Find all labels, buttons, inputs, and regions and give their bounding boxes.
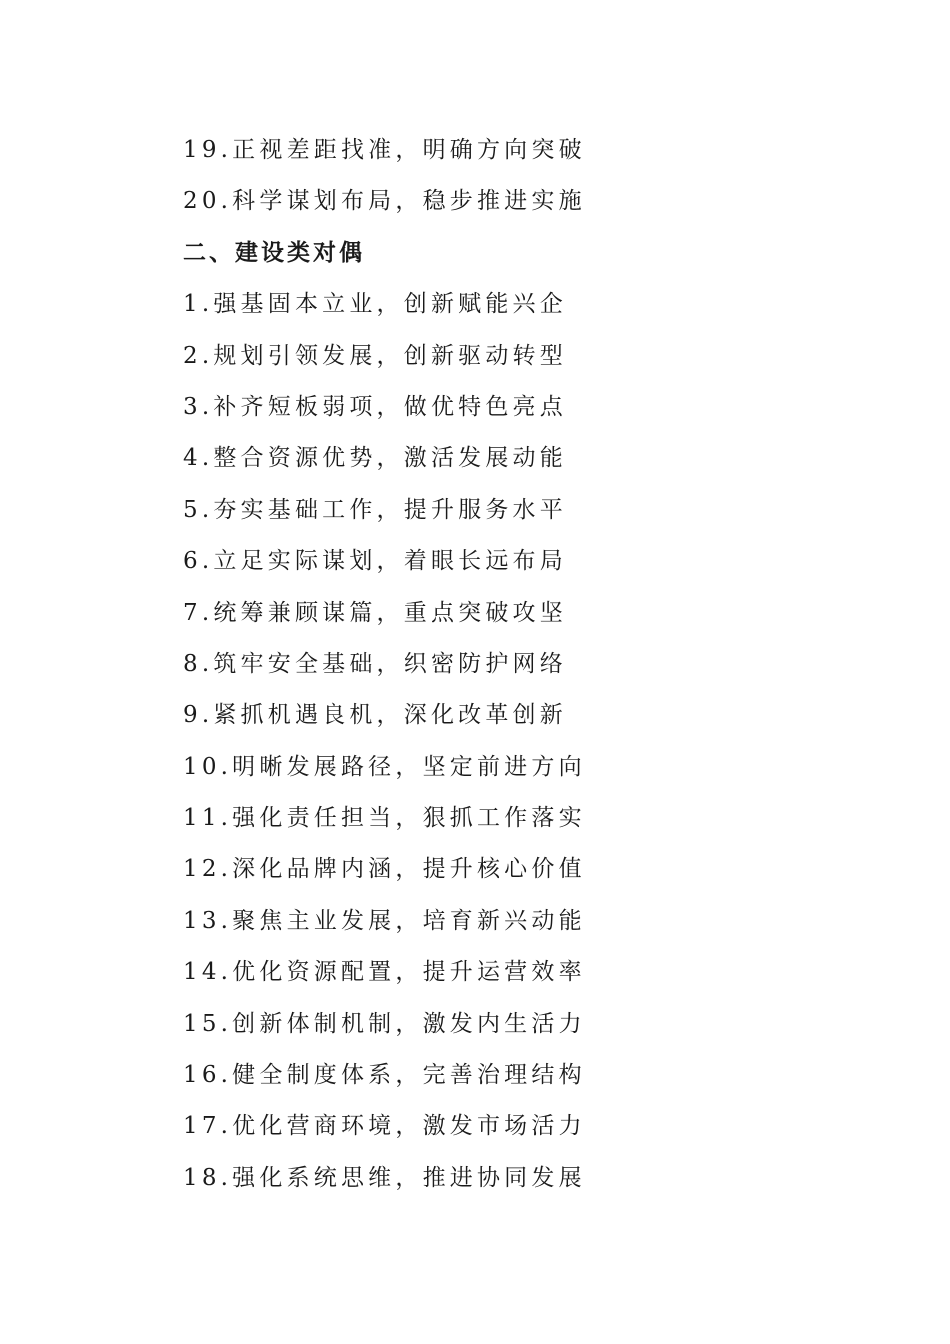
- list-item: 16.健全制度体系，完善治理结构: [183, 1062, 586, 1089]
- list-item: 2.规划引领发展，创新驱动转型: [183, 342, 567, 369]
- list-item: 14.优化资源配置，提升运营效率: [183, 959, 586, 986]
- list-item: 7.统筹兼顾谋篇，重点突破攻坚: [183, 599, 567, 626]
- list-item: 10.明晰发展路径，坚定前进方向: [183, 753, 586, 780]
- list-item: 1.强基固本立业，创新赋能兴企: [183, 291, 567, 318]
- list-item: 5.夯实基础工作，提升服务水平: [183, 496, 567, 523]
- list-item: 15.创新体制机制，激发内生活力: [183, 1010, 586, 1037]
- list-item: 13.聚焦主业发展，培育新兴动能: [183, 907, 586, 934]
- list-item: 20.科学谋划布局，稳步推进实施: [183, 188, 586, 215]
- list-item: 9.紧抓机遇良机，深化改革创新: [183, 702, 567, 729]
- list-item: 4.整合资源优势，激活发展动能: [183, 445, 567, 472]
- list-item: 19.正视差距找准，明确方向突破: [183, 137, 586, 163]
- list-item: 8.筑牢安全基础，织密防护网络: [183, 650, 567, 677]
- list-item: 11.强化责任担当，狠抓工作落实: [183, 805, 586, 832]
- list-item: 12.深化品牌内涵，提升核心价值: [183, 856, 586, 883]
- list-item: 17.优化营商环境，激发市场活力: [183, 1113, 586, 1140]
- section-heading: 二、建设类对偶: [183, 239, 365, 266]
- document-body: [183, 125, 883, 1204]
- list-item: 6.立足实际谋划，着眼长远布局: [183, 548, 567, 575]
- list-item: 18.强化系统思维，推进协同发展: [183, 1164, 586, 1191]
- list-item: 3.补齐短板弱项，做优特色亮点: [183, 393, 567, 420]
